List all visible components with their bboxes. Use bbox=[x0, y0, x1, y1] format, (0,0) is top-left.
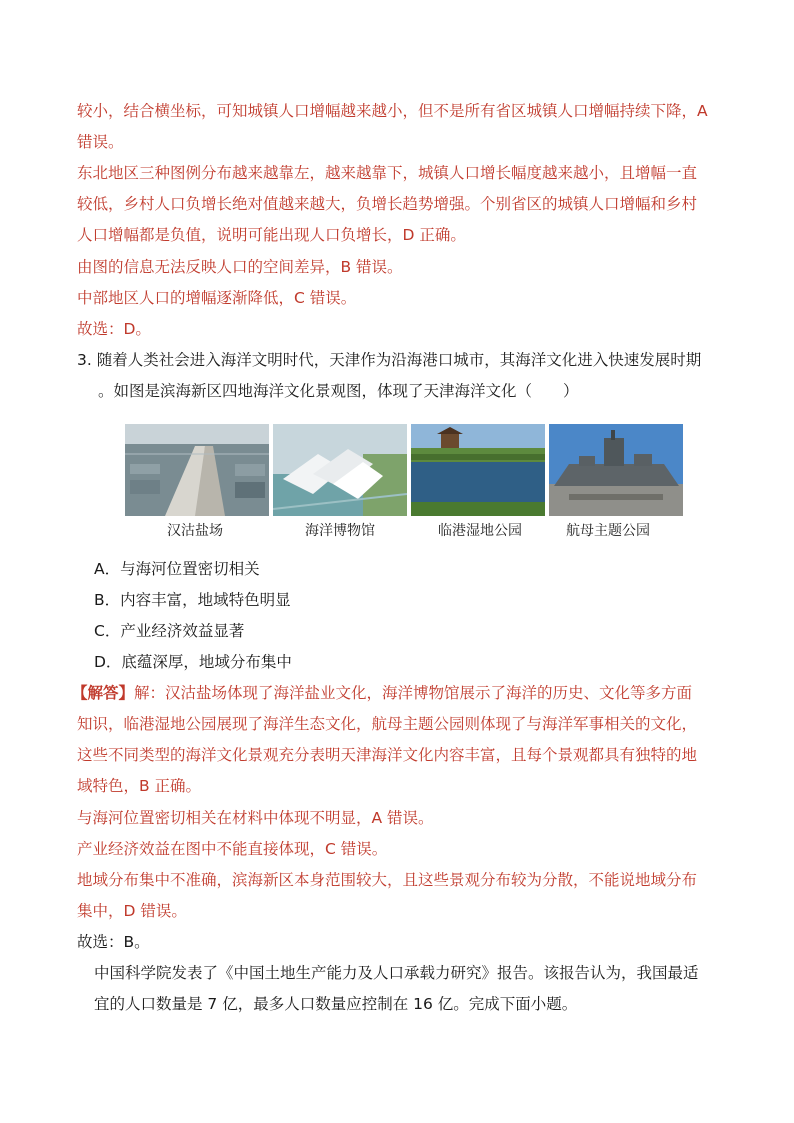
photo-caption: 临港湿地公园 bbox=[438, 523, 522, 539]
analysis-line: 较小，结合横坐标，可知城镇人口增幅越来越小，但不是所有省区城镇人口增幅持续下降，A bbox=[77, 102, 708, 120]
answer-line: 这些不同类型的海洋文化景观充分表明天津海洋文化内容丰富，且每个景观都具有独特的地 bbox=[77, 746, 698, 764]
photo-caption: 汉沽盐场 bbox=[167, 523, 223, 539]
answer-line: 地域分布集中不准确，滨海新区本身范围较大，且这些景观分布较为分散，不能说地域分布 bbox=[77, 871, 698, 889]
answer-line: 域特色，B 正确。 bbox=[77, 777, 202, 795]
analysis-answer: 故选：D。 bbox=[77, 320, 151, 338]
analysis-line: 由图的信息无法反映人口的空间差异，B 错误。 bbox=[77, 258, 403, 276]
question-3-stem: 3. 随着人类社会进入海洋文明时代，天津作为沿海港口城市，其海洋文化进入快速发展时期 bbox=[77, 351, 702, 369]
answer-line: 集中，D 错误。 bbox=[77, 902, 187, 920]
analysis-line: 中部地区人口的增幅逐渐降低，C 错误。 bbox=[77, 289, 357, 307]
carrier-park-photo bbox=[549, 424, 683, 516]
material-line: 宜的人口数量是 7 亿，最多人口数量应控制在 16 亿。完成下面小题。 bbox=[94, 995, 578, 1013]
analysis-line: 错误。 bbox=[77, 133, 124, 151]
wetland-park-photo bbox=[411, 424, 545, 516]
photo-caption: 航母主题公园 bbox=[566, 523, 650, 539]
analysis-line: 人口增幅都是负值，说明可能出现人口负增长，D 正确。 bbox=[77, 226, 466, 244]
question-3-stem-cont: 。如图是滨海新区四地海洋文化景观图，体现了天津海洋文化（ ） bbox=[98, 382, 579, 400]
option-c: C．产业经济效益显著 bbox=[94, 622, 245, 640]
answer-line: 知识，临港湿地公园展现了海洋生态文化，航母主题公园则体现了与海洋军事相关的文化， bbox=[77, 715, 698, 733]
photo-caption: 海洋博物馆 bbox=[305, 523, 375, 539]
answer-first-line bbox=[72, 683, 692, 703]
answer-text: 解：汉沽盐场体现了海洋盐业文化，海洋博物馆展示了海洋的历史、文化等多方面 bbox=[134, 684, 693, 702]
hangu-salt-field-photo bbox=[125, 424, 269, 516]
option-a: A．与海河位置密切相关 bbox=[94, 560, 260, 578]
material-line: 中国科学院发表了《中国土地生产能力及人口承载力研究》报告。该报告认为，我国最适 bbox=[94, 964, 699, 982]
option-d: D．底蕴深厚，地域分布集中 bbox=[94, 653, 292, 671]
answer-line: 与海河位置密切相关在材料中体现不明显，A 错误。 bbox=[77, 809, 434, 827]
analysis-line: 东北地区三种图例分布越来越靠左，越来越靠下，城镇人口增长幅度越来越小，且增幅一直 bbox=[77, 164, 698, 182]
answer-line: 产业经济效益在图中不能直接体现，C 错误。 bbox=[77, 840, 388, 858]
ocean-museum-photo bbox=[273, 424, 407, 516]
analysis-line: 较低，乡村人口负增长绝对值越来越大，负增长趋势增强。个别省区的城镇人口增幅和乡村 bbox=[77, 195, 698, 213]
answer-choice: 故选：B。 bbox=[77, 933, 150, 951]
option-b: B．内容丰富，地域特色明显 bbox=[94, 591, 291, 609]
answer-tag: 【解答】 bbox=[72, 684, 135, 702]
